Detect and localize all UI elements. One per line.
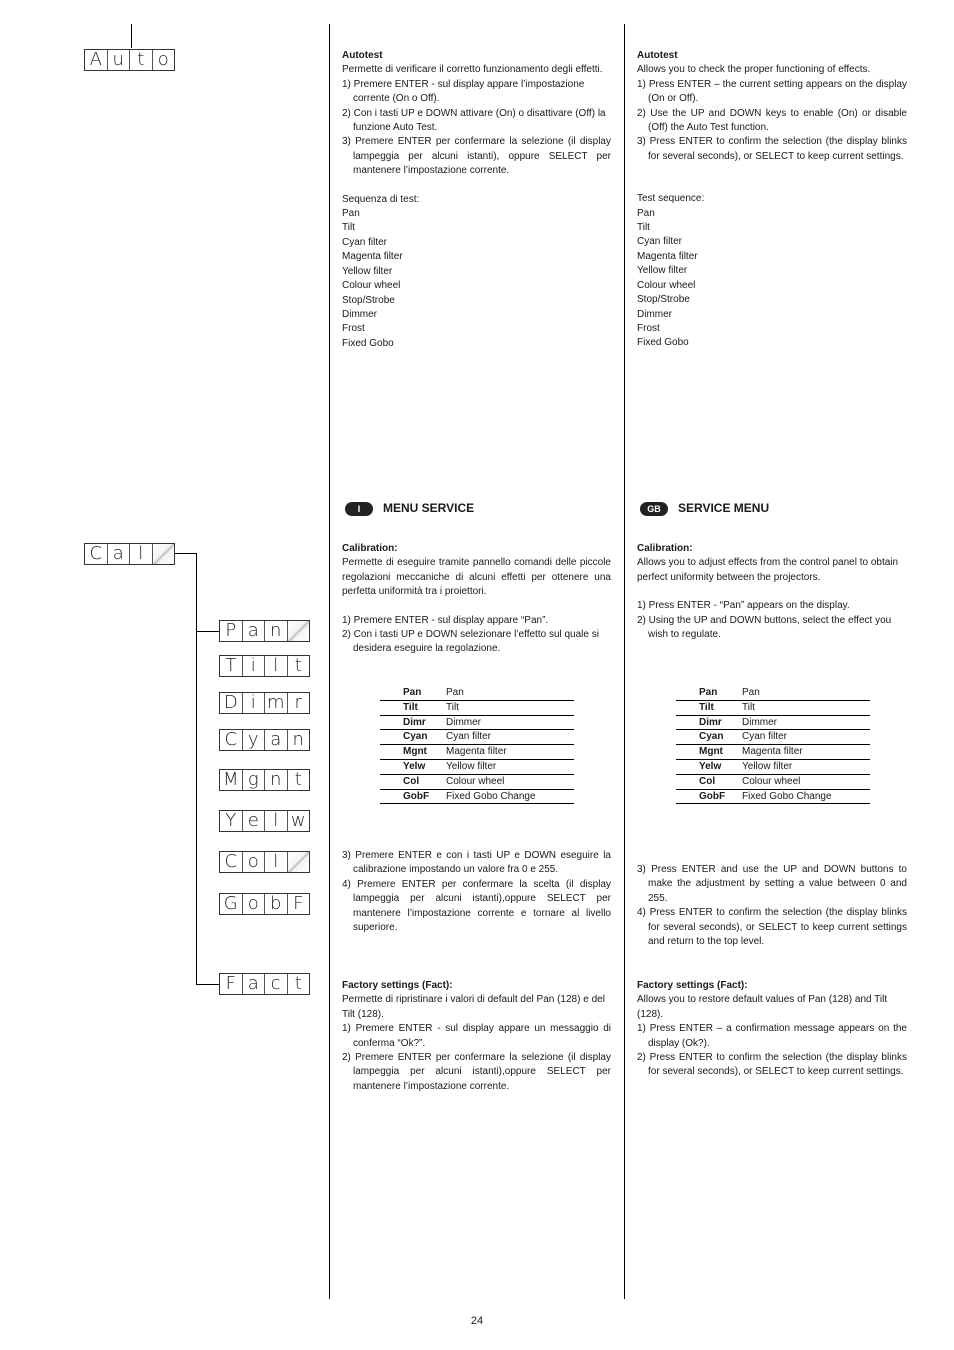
sequence-item: Pan	[342, 208, 360, 220]
display-char: F	[220, 974, 243, 994]
display-char: n	[265, 621, 288, 641]
it-calibration-section	[342, 542, 611, 657]
table-row	[676, 686, 870, 700]
step: 2) Use the UP and DOWN keys to enable (On) or disable (Off) the Auto Test function.	[637, 107, 907, 134]
display-char: l	[265, 656, 288, 676]
display-char: D	[220, 693, 243, 713]
column-divider-left	[329, 24, 330, 1299]
step: 3) Premere ENTER e con i tasti UP e DOWN eseguire la calibrazione impostando un valore fra 0 e 255.	[342, 850, 611, 876]
display-char: b	[265, 894, 288, 914]
display-char-blank	[153, 544, 175, 564]
sequence-item: Cyan filter	[342, 236, 388, 248]
gb-autotest-section	[637, 49, 907, 351]
sequence-item: Cyan filter	[637, 236, 683, 248]
effect-name: Magenta filter	[446, 745, 574, 760]
it-autotest-section	[342, 49, 611, 351]
it-fact-section	[342, 979, 611, 1094]
display-char: o	[157, 49, 169, 70]
display-gobf	[219, 893, 310, 915]
display-auto	[84, 49, 175, 71]
gb-calibration-steps-b	[637, 863, 907, 949]
step: 2) Using the UP and DOWN buttons, select the effect you wish to regulate.	[637, 614, 892, 641]
sequence-item: Colour wheel	[342, 280, 401, 292]
display-char: C	[220, 730, 243, 750]
effect-name: Tilt	[742, 700, 870, 715]
effect-code: GobF	[380, 789, 446, 804]
sequence-item: Fixed Gobo	[637, 337, 689, 349]
gb-effects-table	[676, 686, 870, 804]
table-row	[676, 700, 870, 715]
step: 1) Press ENTER – the current setting appears on the display (On or Off).	[637, 78, 907, 105]
effect-code: Mgnt	[380, 745, 446, 760]
sequence-item: Stop/Strobe	[342, 294, 395, 306]
paragraph: Permette di verificare il corretto funzionamento degli effetti.	[342, 64, 603, 76]
effect-code: Pan	[676, 686, 742, 700]
display-char: a	[243, 974, 266, 994]
effect-name: Magenta filter	[742, 745, 870, 760]
sequence-item: Yellow filter	[637, 265, 688, 277]
display-char: A	[85, 50, 108, 70]
effect-name: Cyan filter	[446, 730, 574, 745]
effect-code: Cyan	[380, 730, 446, 745]
effect-name: Colour wheel	[742, 774, 870, 789]
step: 3) Premere ENTER per confermare la selezione (il display lampeggia per alcuni istanti), oppure SELECT per mantenere l’impostazione corrente.	[342, 136, 611, 177]
step: 3) Press ENTER and use the UP and DOWN buttons to make the adjustment by setting a value between 0 and 255.	[637, 864, 907, 904]
effect-code: GobF	[676, 789, 742, 804]
display-char: P	[220, 621, 243, 641]
display-char: l	[265, 811, 288, 831]
paragraph: Permette di eseguire tramite pannello comandi delle piccole regolazioni meccaniche di alcuni effetti per ottenere una perfetta uniformità tra i proiettori.	[342, 557, 611, 598]
step: 1) Premere ENTER - sul display appare “Pan”.	[342, 614, 549, 626]
display-char: i	[243, 693, 266, 713]
display-col	[219, 851, 310, 873]
display-char: m	[265, 693, 288, 713]
paragraph: Allows you to check the proper functioning of effects.	[637, 64, 871, 76]
effect-name: Yellow filter	[742, 759, 870, 774]
section-title: Calibration:	[637, 543, 693, 554]
display-char: t	[294, 973, 302, 994]
section-title: Factory settings (Fact):	[342, 980, 453, 991]
paragraph: Permette di ripristinare i valori di default del Pan (128) e del Tilt (128).	[342, 994, 605, 1020]
sequence-title: Sequenza di test:	[342, 193, 420, 205]
section-title: Calibration:	[342, 543, 398, 554]
effect-name: Pan	[742, 686, 870, 700]
display-pan	[219, 620, 310, 642]
sequence-item: Magenta filter	[637, 250, 698, 262]
tree-line	[175, 553, 196, 554]
table-row	[676, 774, 870, 789]
table-row	[676, 789, 870, 804]
gb-calibration-section	[637, 542, 907, 642]
display-char: u	[108, 50, 131, 70]
display-char: l	[130, 544, 153, 564]
table-row	[380, 715, 574, 730]
display-char: t	[294, 769, 302, 790]
display-char: w	[290, 810, 306, 831]
display-char: y	[243, 730, 266, 750]
auto-connector-line	[131, 24, 132, 48]
display-tilt	[219, 655, 310, 677]
effect-code: Col	[676, 774, 742, 789]
display-char: o	[243, 894, 266, 914]
step: 4) Premere ENTER per confermare la scelta (il display lampeggia per alcuni istanti),oppure SELECT per mantenere l’impostazione corrente e tornare al livello superiore.	[342, 878, 611, 934]
display-char: C	[85, 544, 108, 564]
it-effects-table	[380, 686, 574, 804]
display-yelw	[219, 810, 310, 832]
display-char: a	[265, 730, 288, 750]
display-char: F	[293, 893, 304, 914]
table-row	[676, 759, 870, 774]
display-char: n	[292, 729, 304, 750]
sequence-item: Magenta filter	[342, 251, 403, 263]
section-title: Autotest	[637, 50, 678, 61]
sequence-item: Pan	[637, 207, 655, 219]
display-char: g	[243, 770, 266, 790]
effect-code: Tilt	[380, 700, 446, 715]
paragraph: Allows you to adjust effects from the control panel to obtain perfect uniformity between the projectors.	[637, 557, 899, 583]
display-fact	[219, 973, 310, 995]
sequence-item: Frost	[342, 323, 365, 335]
display-char: c	[265, 974, 288, 994]
effect-name: Colour wheel	[446, 774, 574, 789]
table-row	[380, 759, 574, 774]
table-row	[676, 715, 870, 730]
display-mgnt	[219, 769, 310, 791]
tree-trunk	[196, 553, 197, 984]
display-char-blank	[288, 852, 310, 872]
paragraph: Allows you to restore default values of Pan (128) and Tilt (128).	[637, 994, 888, 1020]
step: 1) Premere ENTER - sul display appare un messaggio di conferma “Ok?”.	[342, 1023, 611, 1049]
sequence-title: Test sequence:	[637, 193, 705, 205]
step: 1) Premere ENTER - sul display appare l’impostazione corrente (On o Off).	[342, 78, 585, 105]
effect-code: Col	[380, 774, 446, 789]
menu-title: MENU SERVICE	[383, 501, 475, 515]
step: 2) Con i tasti UP e DOWN selezionare l’effetto sul quale si desidera eseguire la regolazione.	[342, 629, 599, 655]
step: 1) Press ENTER - “Pan” appears on the display.	[637, 600, 850, 612]
display-cyan	[219, 729, 310, 751]
tree-line	[196, 984, 219, 985]
sequence-item: Colour wheel	[637, 279, 696, 291]
effect-name: Dimmer	[446, 715, 574, 730]
sequence-item: Tilt	[342, 222, 355, 234]
display-char-blank	[288, 621, 310, 641]
section-title: Autotest	[342, 50, 383, 61]
display-char: e	[243, 811, 266, 831]
column-divider-right	[624, 24, 625, 1299]
step: 2) Con i tasti UP e DOWN attivare (On) o disattivare (Off) la funzione Auto Test.	[342, 107, 606, 134]
display-char: M	[220, 770, 243, 790]
page-number: 24	[470, 1315, 484, 1327]
step: 3) Press ENTER to confirm the selection (the display blinks for several seconds), or SELECT to keep current settings.	[637, 136, 907, 162]
effect-code: Dimr	[676, 715, 742, 730]
display-char: i	[243, 656, 266, 676]
gb-fact-section	[637, 979, 907, 1080]
display-char: T	[220, 656, 243, 676]
effect-code: Cyan	[676, 730, 742, 745]
effect-name: Yellow filter	[446, 759, 574, 774]
display-char: o	[243, 852, 266, 872]
display-char: C	[220, 852, 243, 872]
effect-name: Fixed Gobo Change	[742, 789, 870, 804]
sequence-item: Tilt	[637, 222, 650, 234]
language-badge: I	[345, 502, 373, 516]
effect-code: Tilt	[676, 700, 742, 715]
display-char: r	[294, 692, 302, 713]
effect-name: Fixed Gobo Change	[446, 789, 574, 804]
table-row	[676, 745, 870, 760]
effect-name: Dimmer	[742, 715, 870, 730]
effect-code: Mgnt	[676, 745, 742, 760]
sequence-item: Dimmer	[637, 308, 672, 320]
step: 1) Press ENTER – a confirmation message appears on the display (Ok?).	[637, 1023, 907, 1049]
sequence-item: Yellow filter	[342, 265, 393, 277]
display-char: a	[108, 544, 131, 564]
table-row	[676, 730, 870, 745]
display-char: n	[265, 770, 288, 790]
display-char: Y	[220, 811, 243, 831]
sequence-item: Stop/Strobe	[637, 294, 690, 306]
effect-name: Tilt	[446, 700, 574, 715]
effect-code: Yelw	[676, 759, 742, 774]
step: 2) Premere ENTER per confermare la selezione (il display lampeggia per alcuni istanti),oppure SELECT per mantenere l’impostazione corrente.	[342, 1052, 611, 1092]
table-row	[380, 686, 574, 700]
menu-title: SERVICE MENU	[678, 501, 770, 515]
display-char: t	[130, 50, 153, 70]
effect-name: Cyan filter	[742, 730, 870, 745]
sequence-item: Fixed Gobo	[342, 337, 394, 349]
effect-code: Yelw	[380, 759, 446, 774]
display-cal	[84, 543, 175, 565]
effect-code: Dimr	[380, 715, 446, 730]
table-row	[380, 774, 574, 789]
table-row	[380, 745, 574, 760]
it-calibration-steps-b	[342, 849, 611, 935]
language-badge: GB	[640, 502, 668, 516]
display-dimr	[219, 692, 310, 714]
display-char: l	[265, 852, 288, 872]
section-title: Factory settings (Fact):	[637, 980, 748, 991]
tree-line	[196, 631, 219, 632]
effect-code: Pan	[380, 686, 446, 700]
step: 4) Press ENTER to confirm the selection (the display blinks for several seconds), or SELECT to keep current settings and return to the top level.	[637, 907, 907, 948]
table-row	[380, 730, 574, 745]
sequence-item: Frost	[637, 322, 660, 334]
it-menu-heading	[345, 501, 614, 517]
display-char: G	[220, 894, 243, 914]
table-row	[380, 700, 574, 715]
display-char: t	[294, 655, 302, 676]
gb-menu-heading	[640, 501, 909, 517]
effect-name: Pan	[446, 686, 574, 700]
display-char: a	[243, 621, 266, 641]
step: 2) Press ENTER to confirm the selection (the display blinks for several seconds), or SELECT to keep current settings.	[637, 1052, 907, 1078]
sequence-item: Dimmer	[342, 308, 377, 320]
table-row	[380, 789, 574, 804]
